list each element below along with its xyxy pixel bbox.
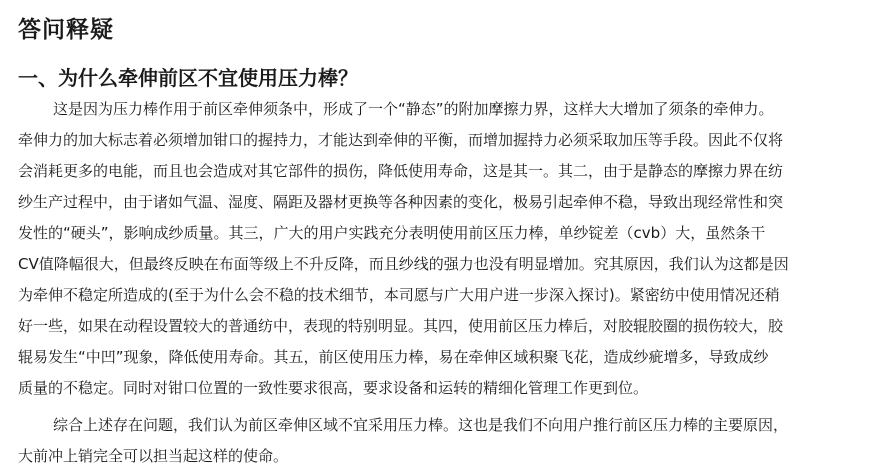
paragraph-line: 辊易发生“中凹”现象，降低使用寿命。其五，前区使用压力棒，易在牵伸区域积聚飞花，造成纱疵增多，导致成纱 xyxy=(18,348,769,366)
paragraph-line: 这是因为压力棒作用于前区牵伸须条中，形成了一个“静态”的附加摩擦力界，这样大大增加了须条的牵伸力。 xyxy=(53,100,774,118)
page-title: 答问释疑 xyxy=(18,17,114,43)
section-title: 一、为什么牵伸前区不宜使用压力棒？ xyxy=(18,66,358,90)
paragraph-line: 为牵伸不稳定所造成的(至于为什么会不稳的技术细节，本司愿与广大用户进一步深入探讨)。紧密纺中使用情况还稍 xyxy=(18,286,780,304)
paragraph-line: 会消耗更多的电能，而且也会造成对其它部件的损伤，降低使用寿命，这是其一。其二，由于是静态的摩擦力界在纺 xyxy=(18,162,784,180)
paragraph-line: 牵伸力的加大标志着必须增加钳口的握持力，才能达到牵伸的平衡，而增加握持力必须采取加压等手段。因此不仅将 xyxy=(18,131,784,149)
paragraph-line: CV值降幅很大，但最终反映在布面等级上不升反降，而且纱线的强力也没有明显增加。究其原因，我们认为这都是因 xyxy=(18,255,789,273)
paragraph-line: 发性的“硬头”，影响成纱质量。其三，广大的用户实践充分表明使用前区压力棒，单纱锭差（cvb）大，虽然条干 xyxy=(18,224,766,242)
paragraph-line: 大前冲上销完全可以担当起这样的使命。 xyxy=(18,447,289,465)
paragraph-line: 质量的不稳定。同时对钳口位置的一致性要求很高，要求设备和运转的精细化管理工作更到位。 xyxy=(18,379,649,397)
paragraph-line: 好一些，如果在动程设置较大的普通纺中，表现的特别明显。其四，使用前区压力棒后，对胶辊胶圈的损伤较大，胶 xyxy=(18,317,784,335)
paragraph-line: 纱生产过程中，由于诸如气温、湿度、隔距及器材更换等各种因素的变化，极易引起牵伸不稳，导致出现经常性和突 xyxy=(18,193,784,211)
paragraph-line: 综合上述存在问题，我们认为前区牵伸区域不宜采用压力棒。这也是我们不向用户推行前区压力棒的主要原因， xyxy=(53,416,789,434)
